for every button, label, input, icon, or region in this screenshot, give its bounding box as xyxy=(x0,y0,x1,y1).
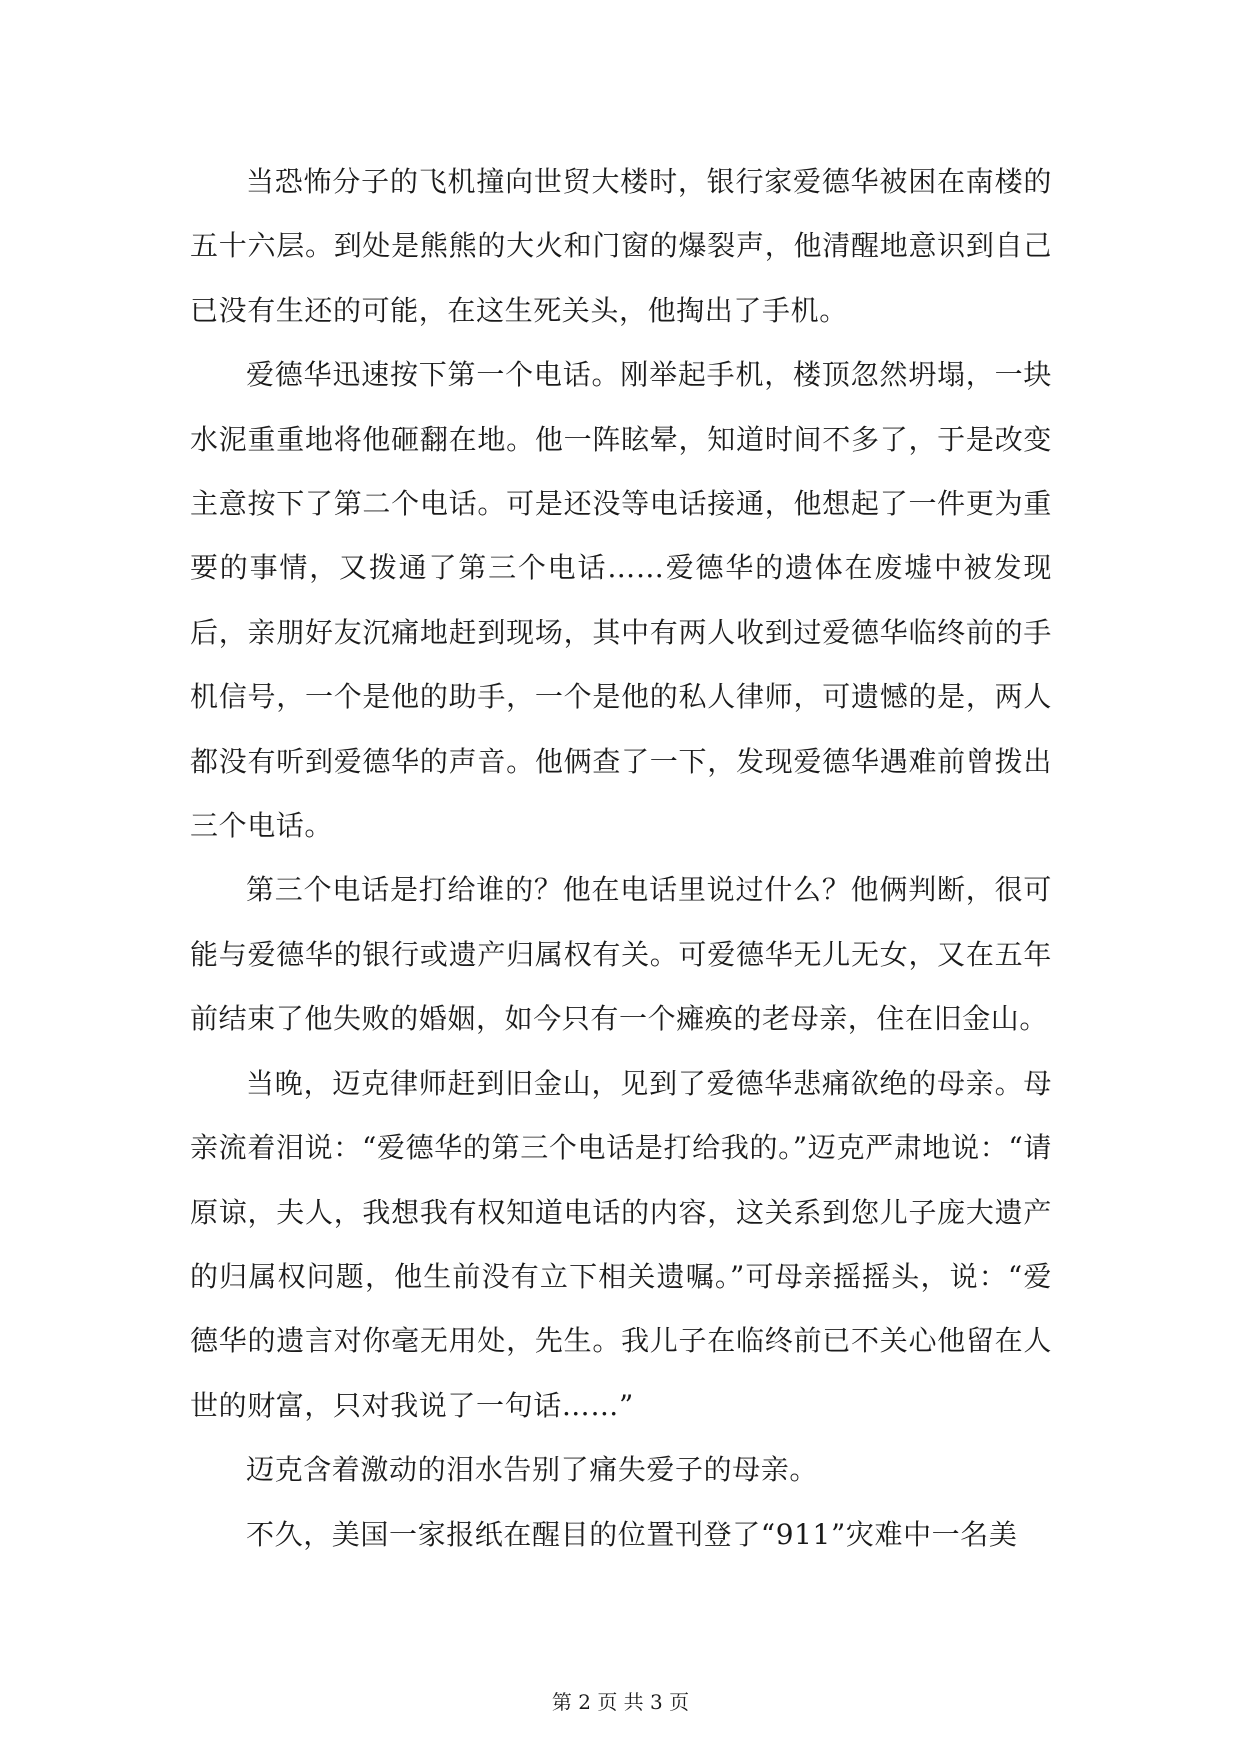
paragraph-6: 不久，美国一家报纸在醒目的位置刊登了“911”灾难中一名美 xyxy=(246,1517,1018,1551)
document-body xyxy=(190,150,1052,1567)
paragraph-3: 第三个电话是打给谁的？他在电话里说过什么？他俩判断，很可能与爱德华的银行或遗产归属权有关。可爱德华无儿无女，又在五年前结束了他失败的婚姻，如今只有一个瘫痪的老母亲，住在旧金山。 xyxy=(190,873,1052,1036)
paragraph-2: 爱德华迅速按下第一个电话。刚举起手机，楼顶忽然坍塌，一块水泥重重地将他砸翻在地。他一阵眩晕，知道时间不多了，于是改变主意按下了第二个电话。可是还没等电话接通，他想起了一件更为重要的事情，又拨通了第三个电话……爱德华的遗体在废墟中被发现后，亲朋好友沉痛地赶到现场，其中有两人收到过爱德华临终前的手机信号，一个是他的助手，一个是他的私人律师，可遗憾的是，两人都没有听到爱德华的声音。他俩查了一下，发现爱德华遇难前曾拨出三个电话。 xyxy=(190,358,1052,843)
paragraph-5: 迈克含着激动的泪水告别了痛失爱子的母亲。 xyxy=(246,1453,819,1487)
paragraph-4: 当晚，迈克律师赶到旧金山，见到了爱德华悲痛欲绝的母亲。母亲流着泪说：“爱德华的第三个电话是打给我的。”迈克严肃地说：“请原谅，夫人，我想我有权知道电话的内容，这关系到您儿子庞大遗产的归属权问题，他生前没有立下相关遗嘱。”可母亲摇摇头，说：“爱德华的遗言对你毫无用处，先生。我儿子在临终前已不关心他留在人世的财富，只对我说了一句话……” xyxy=(190,1066,1052,1422)
paragraph-1: 当恐怖分子的飞机撞向世贸大楼时，银行家爱德华被困在南楼的五十六层。到处是熊熊的大火和门窗的爆裂声，他清醒地意识到自己已没有生还的可能，在这生死关头，他掏出了手机。 xyxy=(190,165,1052,327)
page-number-footer: 第 2 页 共 3 页 xyxy=(551,1690,690,1714)
